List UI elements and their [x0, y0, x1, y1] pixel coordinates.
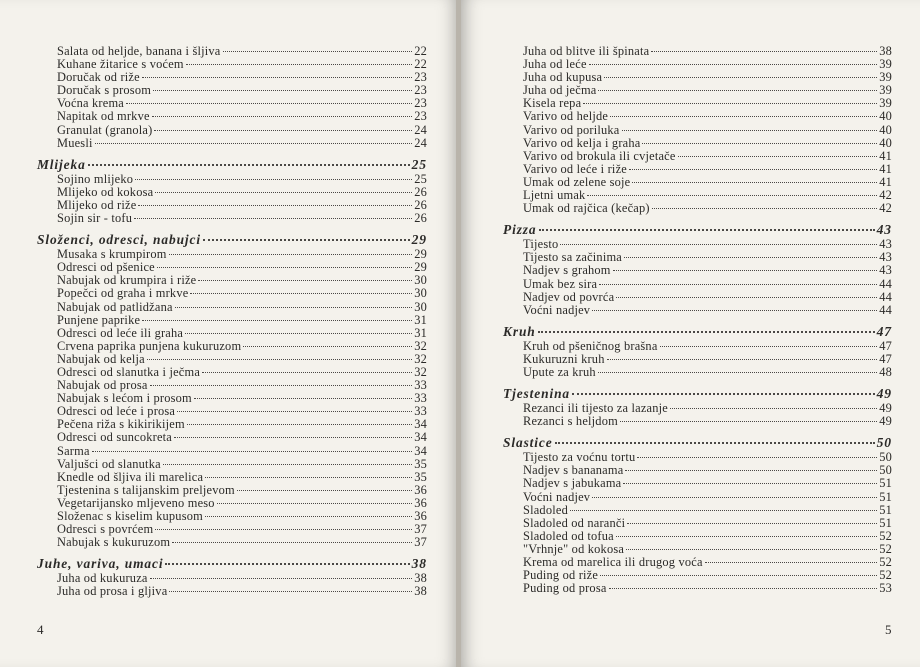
dot-leader [587, 195, 877, 196]
toc-entry [37, 287, 427, 300]
toc-entry [503, 415, 892, 428]
toc-entry [503, 202, 892, 215]
toc-entry [37, 353, 427, 366]
dot-leader [670, 408, 877, 409]
entry-page-number: 38 [414, 584, 427, 599]
entry-title: Odresci s povrćem [57, 522, 154, 537]
entry-page-number: 43 [879, 263, 892, 278]
entry-page-number: 52 [879, 541, 892, 556]
entry-title: Odresci od leće ili graha [57, 325, 184, 340]
entry-page-number: 38 [414, 571, 427, 586]
dot-leader [203, 239, 410, 241]
entry-page-number: 39 [879, 96, 892, 111]
toc-entry [503, 517, 892, 530]
entry-page-number: 34 [414, 443, 427, 458]
entry-page-number: 43 [876, 222, 892, 238]
entry-title: Odresci od slanutka i ječma [57, 364, 201, 379]
entry-page-number: 42 [879, 188, 892, 203]
dot-leader [598, 90, 877, 91]
toc-section-heading [503, 434, 892, 451]
dot-leader [616, 297, 877, 298]
dot-leader [169, 591, 412, 592]
dot-leader [570, 510, 877, 511]
dot-leader [620, 421, 877, 422]
dot-leader [616, 536, 877, 537]
entry-page-number: 22 [414, 57, 427, 72]
entry-title: Puding od prosa [523, 581, 607, 596]
dot-leader [555, 442, 875, 444]
toc-entry [503, 530, 892, 543]
entry-page-number: 30 [414, 299, 427, 314]
section-title: Složenci, odresci, nabujci [37, 232, 202, 248]
entry-title: Varivo od brokula ili cvjetače [523, 148, 676, 163]
entry-page-number: 52 [879, 568, 892, 583]
entry-title: Varivo od poriluka [523, 122, 620, 137]
entry-title: Rezanci s heljdom [523, 414, 618, 429]
dot-leader [705, 562, 878, 563]
entry-page-number: 37 [414, 535, 427, 550]
toc-entry [37, 212, 427, 225]
entry-page-number: 31 [414, 312, 427, 327]
entry-page-number: 23 [414, 83, 427, 98]
entry-title: Odresci od suncokreta [57, 430, 172, 445]
dot-leader [613, 270, 878, 271]
dot-leader [95, 143, 413, 144]
entry-title: Upute za kruh [523, 364, 596, 379]
entry-title: Juha od kupusa [523, 70, 603, 85]
toc-entry [503, 504, 892, 517]
entry-page-number: 41 [879, 161, 892, 176]
dot-leader [135, 179, 412, 180]
entry-title: Pečena riža s kikirikijem [57, 417, 185, 432]
entry-title: Kukuruzni kruh [523, 351, 605, 366]
toc-entry [503, 491, 892, 504]
entry-title: Mlijeko od kokosa [57, 184, 154, 199]
toc-entry [37, 458, 427, 471]
dot-leader [560, 244, 877, 245]
entry-title: Sladoled od tofua [523, 528, 614, 543]
toc-entry [37, 124, 427, 137]
dot-leader [186, 64, 412, 65]
dot-leader [637, 457, 877, 458]
entry-title: Juha od ječma [523, 83, 597, 98]
dot-leader [599, 284, 877, 285]
entry-page-number: 53 [879, 581, 892, 596]
dot-leader [150, 385, 413, 386]
toc-section-heading [37, 231, 427, 248]
entry-page-number: 36 [414, 509, 427, 523]
dot-leader [610, 116, 877, 117]
entry-page-number: 34 [414, 430, 427, 445]
dot-leader [92, 451, 413, 452]
entry-title: Voćna krema [57, 96, 124, 111]
entry-title: Salata od heljde, banana i šljiva [57, 44, 221, 58]
entry-page-number: 52 [879, 528, 892, 543]
entry-title: Tijesto za voćnu tortu [523, 450, 636, 465]
toc-list-right [503, 45, 892, 595]
section-title: Tjestenina [503, 386, 571, 402]
entry-page-number: 44 [879, 302, 892, 317]
dot-leader [177, 411, 412, 412]
entry-title: Granulat (granola) [57, 122, 153, 137]
entry-title: Sojin sir - tofu [57, 211, 133, 226]
section-title: Kruh [503, 323, 536, 339]
dot-leader [624, 257, 877, 258]
entry-title: Nadjev od povrća [523, 289, 615, 304]
entry-page-number: 44 [879, 276, 892, 291]
entry-title: Punjene paprike [57, 312, 141, 327]
entry-page-number: 26 [414, 184, 427, 199]
toc-section-heading [503, 221, 892, 238]
entry-page-number: 50 [879, 463, 892, 478]
entry-page-number: 33 [414, 404, 427, 419]
entry-page-number: 24 [414, 122, 427, 137]
dot-leader [134, 218, 412, 219]
entry-page-number: 49 [876, 386, 892, 402]
section-title: Pizza [503, 222, 537, 238]
entry-title: Odresci od leće i prosa [57, 404, 176, 419]
entry-page-number: 25 [414, 171, 427, 186]
entry-title: Knedle od šljiva ili marelica [57, 469, 204, 484]
toc-section-heading [503, 323, 892, 340]
toc-entry [37, 173, 427, 186]
dot-leader [152, 116, 413, 117]
entry-title: Kruh od pšeničnog brašna [523, 338, 658, 353]
toc-entry [37, 137, 427, 150]
entry-title: Valjušci od slanutka [57, 456, 161, 471]
entry-title: Juha od prosa i gljiva [57, 584, 168, 599]
entry-page-number: 43 [879, 250, 892, 265]
toc-entry [37, 327, 427, 340]
dot-leader [622, 130, 878, 131]
entry-page-number: 29 [414, 260, 427, 275]
entry-title: Sarma [57, 443, 90, 458]
entry-page-number: 50 [876, 435, 892, 451]
entry-page-number: 32 [414, 338, 427, 353]
toc-entry [503, 124, 892, 137]
entry-page-number: 34 [414, 417, 427, 432]
entry-page-number: 35 [414, 469, 427, 484]
entry-page-number: 38 [411, 556, 427, 572]
toc-entry [37, 340, 427, 353]
dot-leader [237, 490, 412, 491]
toc-entry [503, 110, 892, 123]
dot-leader [598, 372, 877, 373]
entry-page-number: 51 [879, 502, 892, 517]
dot-leader [187, 424, 412, 425]
entry-page-number: 51 [879, 476, 892, 491]
toc-entry [37, 484, 427, 497]
dot-leader [678, 156, 878, 157]
entry-page-number: 41 [879, 174, 892, 189]
dot-leader [217, 503, 413, 504]
dot-leader [202, 372, 412, 373]
entry-page-number: 38 [879, 44, 892, 58]
toc-entry [503, 264, 892, 277]
entry-title: Musaka s krumpirom [57, 247, 167, 262]
dot-leader [190, 293, 412, 294]
dot-leader [172, 542, 412, 543]
toc-entry [503, 582, 892, 595]
entry-title: Doručak s prosom [57, 83, 152, 98]
toc-entry [37, 431, 427, 444]
entry-title: Umak bez sira [523, 276, 598, 291]
toc-entry [503, 291, 892, 304]
entry-page-number: 51 [879, 515, 892, 530]
dot-leader [589, 64, 878, 65]
dot-leader [623, 483, 877, 484]
dot-leader [205, 477, 412, 478]
entry-page-number: 25 [411, 156, 427, 172]
entry-title: Varivo od heljde [523, 109, 609, 124]
entry-page-number: 49 [879, 401, 892, 416]
entry-title: Umak od rajčica (kečap) [523, 201, 650, 216]
entry-page-number: 39 [879, 57, 892, 72]
dot-leader [629, 169, 877, 170]
page-number-left: 4 [37, 622, 44, 637]
entry-page-number: 50 [879, 450, 892, 465]
entry-title: Nadjev s jabukama [523, 476, 622, 491]
entry-page-number: 48 [879, 364, 892, 379]
toc-entry [37, 186, 427, 199]
dot-leader [155, 529, 412, 530]
entry-title: Doručak od riže [57, 70, 140, 85]
entry-page-number: 51 [879, 489, 892, 504]
entry-title: Sladoled [523, 502, 568, 517]
entry-title: Napitak od mrkve [57, 109, 150, 124]
toc-section-heading [37, 555, 427, 572]
dot-leader [539, 229, 875, 231]
entry-page-number: 30 [414, 273, 427, 288]
entry-page-number: 37 [414, 522, 427, 537]
entry-page-number: 47 [879, 351, 892, 366]
section-title: Juhe, variva, umaci [37, 556, 164, 572]
dot-leader [223, 51, 413, 52]
entry-title: Nabujak s lećom i prosom [57, 391, 192, 406]
dot-leader [157, 267, 412, 268]
entry-page-number: 47 [879, 338, 892, 353]
toc-entry [503, 340, 892, 353]
dot-leader [592, 497, 877, 498]
entry-title: Juha od kukuruza [57, 571, 148, 586]
entry-page-number: 32 [414, 364, 427, 379]
dot-leader [538, 331, 875, 333]
entry-page-number: 40 [879, 135, 892, 150]
entry-title: Složenac s kiselim kupusom [57, 509, 203, 523]
entry-page-number: 39 [879, 70, 892, 85]
dot-leader [138, 205, 412, 206]
toc-entry [503, 278, 892, 291]
entry-page-number: 33 [414, 391, 427, 406]
page-number-right: 5 [885, 622, 892, 637]
dot-leader [88, 164, 410, 166]
entry-page-number: 36 [414, 495, 427, 510]
dot-leader [625, 470, 877, 471]
entry-title: Voćni nadjev [523, 489, 591, 504]
entry-page-number: 22 [414, 44, 427, 58]
toc-entry [37, 536, 427, 549]
entry-page-number: 23 [414, 109, 427, 124]
dot-leader [642, 143, 877, 144]
entry-page-number: 32 [414, 351, 427, 366]
entry-title: Tijesto sa začinima [523, 250, 623, 265]
entry-page-number: 30 [414, 286, 427, 301]
dot-leader [153, 90, 412, 91]
entry-page-number: 33 [414, 378, 427, 393]
dot-leader [150, 578, 413, 579]
entry-title: Nabujak od krumpira i riže [57, 273, 197, 288]
entry-title: Mlijeko od riže [57, 197, 137, 212]
dot-leader [609, 588, 878, 589]
entry-page-number: 23 [414, 96, 427, 111]
entry-title: Puding od riže [523, 568, 599, 583]
dot-leader [194, 398, 412, 399]
toc-entry [503, 477, 892, 490]
entry-title: Ljetni umak [523, 188, 586, 203]
entry-page-number: 39 [879, 83, 892, 98]
dot-leader [198, 280, 412, 281]
entry-page-number: 42 [879, 201, 892, 216]
entry-page-number: 41 [879, 148, 892, 163]
dot-leader [154, 130, 412, 131]
entry-title: Vegetarijansko mljeveno meso [57, 495, 215, 510]
dot-leader [600, 575, 877, 576]
toc-entry [37, 471, 427, 484]
toc-entry [37, 585, 427, 598]
section-title: Slastice [503, 435, 553, 451]
left-page [0, 0, 458, 667]
toc-entry [37, 314, 427, 327]
entry-title: Tijesto [523, 237, 559, 252]
right-page [461, 0, 920, 667]
dot-leader [652, 208, 877, 209]
dot-leader [651, 51, 877, 52]
entry-page-number: 26 [414, 197, 427, 212]
entry-title: Nabujak s kukuruzom [57, 535, 171, 550]
entry-title: Popečci od graha i mrkve [57, 286, 189, 301]
entry-title: Rezanci ili tijesto za lazanje [523, 401, 668, 416]
dot-leader [572, 393, 875, 395]
entry-title: Varivo od leće i riže [523, 161, 627, 176]
entry-page-number: 44 [879, 289, 892, 304]
entry-title: Voćni nadjev [523, 302, 591, 317]
entry-title: Nabujak od kelja [57, 351, 145, 366]
dot-leader [660, 346, 878, 347]
toc-entry [503, 304, 892, 317]
entry-page-number: 35 [414, 456, 427, 471]
entry-page-number: 40 [879, 109, 892, 124]
entry-page-number: 26 [414, 211, 427, 226]
entry-page-number: 29 [411, 232, 427, 248]
entry-page-number: 40 [879, 122, 892, 137]
entry-page-number: 31 [414, 325, 427, 340]
entry-title: Kuhane žitarice s voćem [57, 57, 184, 72]
entry-page-number: 52 [879, 555, 892, 569]
entry-page-number: 47 [876, 323, 892, 339]
entry-title: Nadjev s bananama [523, 463, 624, 478]
toc-section-heading [37, 156, 427, 173]
dot-leader [126, 103, 412, 104]
toc-entry [37, 301, 427, 314]
toc-entry [503, 150, 892, 163]
dot-leader [165, 563, 409, 565]
dot-leader [592, 310, 877, 311]
dot-leader [185, 333, 412, 334]
entry-title: Crvena paprika punjena kukuruzom [57, 338, 242, 353]
entry-title: Kisela repa [523, 96, 582, 111]
entry-page-number: 23 [414, 70, 427, 85]
toc-entry [37, 445, 427, 458]
entry-page-number: 24 [414, 135, 427, 150]
entry-title: Muesli [57, 135, 93, 150]
entry-title: Umak od zelene soje [523, 174, 631, 189]
dot-leader [163, 464, 412, 465]
toc-entry [503, 137, 892, 150]
dot-leader [155, 192, 412, 193]
dot-leader [626, 549, 877, 550]
toc-entry [503, 366, 892, 379]
entry-title: Juha od leće [523, 57, 587, 72]
dot-leader [174, 437, 412, 438]
dot-leader [627, 523, 877, 524]
entry-title: Nadjev s grahom [523, 263, 611, 278]
dot-leader [147, 359, 412, 360]
toc-entry [37, 110, 427, 123]
dot-leader [175, 307, 413, 308]
entry-title: Juha od blitve ili špinata [523, 44, 650, 58]
toc-entry [503, 353, 892, 366]
section-title: Mlijeka [37, 156, 86, 172]
entry-title: Varivo od kelja i graha [523, 135, 641, 150]
dot-leader [243, 346, 412, 347]
dot-leader [205, 516, 412, 517]
entry-page-number: 36 [414, 482, 427, 497]
entry-title: Nabujak od patlidžana [57, 299, 173, 314]
entry-title: Sojino mlijeko [57, 171, 134, 186]
toc-section-heading [503, 385, 892, 402]
toc-list-left [37, 45, 427, 598]
entry-title: Odresci od pšenice [57, 260, 155, 275]
entry-title: Nabujak od prosa [57, 378, 148, 393]
dot-leader [632, 182, 877, 183]
entry-page-number: 49 [879, 414, 892, 429]
dot-leader [607, 359, 878, 360]
dot-leader [142, 77, 412, 78]
entry-title: "Vrhnje" od kokosa [523, 541, 625, 556]
dot-leader [604, 77, 877, 78]
entry-title: Tjestenina s talijanskim preljevom [57, 482, 235, 497]
entry-title: Sladoled od naranči [523, 515, 626, 530]
dot-leader [169, 254, 413, 255]
entry-page-number: 29 [414, 247, 427, 262]
entry-page-number: 43 [879, 237, 892, 252]
dot-leader [583, 103, 877, 104]
entry-title: Krema od marelica ili drugog voća [523, 555, 703, 569]
dot-leader [142, 320, 412, 321]
toc-entry [503, 163, 892, 176]
